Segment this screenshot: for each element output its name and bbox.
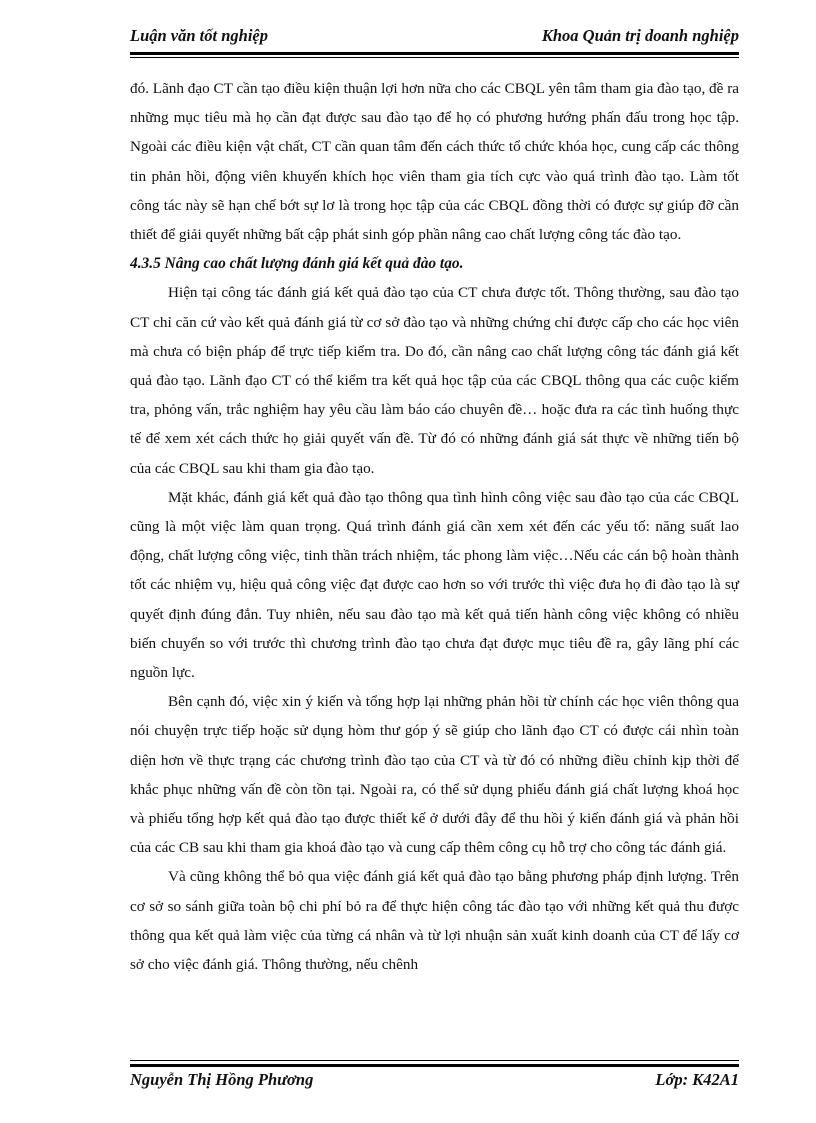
footer-rule-thin xyxy=(130,1060,739,1061)
paragraph-continuation: đó. Lãnh đạo CT cần tạo điều kiện thuận lợi hơn nữa cho các CBQL yên tâm tham gia đào tạo, đề ra những mục tiêu mà họ cần đạt được sau đào tạo để họ có phương hướng phấn đấu trong học tập. Ngoài các điều kiện vật chất, CT cần quan tâm đến cách thức tổ chức khóa học, cung cấp các thông tin phản hồi, động viên khuyến khích học viên tham gia tích cực vào quá trình đào tạo. Làm tốt công tác này sẽ hạn chế bớt sự lơ là trong học tập của các CBQL đồng thời có được sự giúp đỡ cần thiết để giải quyết những bất cập phát sinh góp phần nâng cao chất lượng công tác đào tạo. xyxy=(130,80,739,244)
paragraph-quantitative: Và cũng không thể bỏ qua việc đánh giá kết quả đào tạo bằng phương pháp định lượng. Trên cơ sở so sánh giữa toàn bộ chi phí bỏ ra để thực hiện công tác đào tạo với những kết quả thu được thông qua kết quả làm việc của từng cá nhân và từ lợi nhuận sản xuất kinh doanh của CT để lấy cơ sở cho việc đánh giá. Thông thường, nếu chênh xyxy=(130,868,739,974)
paragraph-work-performance: Mặt khác, đánh giá kết quả đào tạo thông qua tình hình công việc sau đào tạo của các CBQL cũng là một việc làm quan trọng. Quá trình đánh giá cần xem xét đến các yếu tố: năng suất lao động, chất lượng công việc, tinh thần trách nhiệm, tác phong làm việc…Nếu các cán bộ hoàn thành tốt các nhiệm vụ, hiệu quả công việc đạt được cao hơn so với trước thì việc đưa họ đi đào tạo là sự quyết định đúng đắn. Tuy nhiên, nếu sau đào tạo mà kết quả tiến hành công việc không có nhiều biến chuyển so với trước thì chương trình đào tạo chưa đạt được mục tiêu đề ra, gây lãng phí các nguồn lực. xyxy=(130,488,739,682)
header-rule-thick xyxy=(130,52,739,55)
footer-rule-thick xyxy=(130,1064,739,1067)
page-header xyxy=(130,26,739,51)
page-body xyxy=(130,74,739,979)
header-rule-thin xyxy=(130,57,739,58)
footer-class: Lớp: K42A1 xyxy=(655,1070,739,1089)
paragraph-current-evaluation: Hiện tại công tác đánh giá kết quả đào tạo của CT chưa được tốt. Thông thường, sau đào tạo CT chỉ căn cứ vào kết quả đánh giá từ cơ sở đào tạo và những chứng chỉ được cấp cho các học viên mà chưa có biện pháp để trực tiếp kiểm tra. Do đó, cần nâng cao chất lượng công tác đánh giá kết quả đào tạo. Lãnh đạo CT có thể kiểm tra kết quả học tập của các CBQL thông qua các cuộc kiểm tra, phỏng vấn, trắc nghiệm hay yêu cầu làm báo cáo chuyên đề… hoặc đưa ra các tình huống thực tế để xem xét cách thức họ giải quyết vấn đề. Từ đó có những đánh giá sát thực về những tiến bộ của các CBQL sau khi tham gia đào tạo. xyxy=(130,284,739,477)
paragraph-feedback: Bên cạnh đó, việc xin ý kiến và tổng hợp lại những phản hồi từ chính các học viên thông qua nói chuyện trực tiếp hoặc sử dụng hòm thư góp ý sẽ giúp cho lãnh đạo CT có được cái nhìn toàn diện hơn về thực trạng các chương trình đào tạo của CT và từ đó có những điều chỉnh kịp thời để khắc phục những vấn đề còn tồn tại. Ngoài ra, có thể sử dụng phiếu đánh giá chất lượng khoá học và phiếu tổng hợp kết quả đào tạo được thiết kế ở dưới đây để thu hồi ý kiến đánh giá và phản hồi của các CB sau khi tham gia khoá đào tạo và cung cấp thêm công cụ hỗ trợ cho công tác đánh giá. xyxy=(130,693,739,857)
page-footer xyxy=(130,1070,739,1090)
header-thesis-title: Luận văn tốt nghiệp xyxy=(130,26,268,45)
footer-author: Nguyễn Thị Hồng Phương xyxy=(130,1070,314,1089)
section-heading: 4.3.5 Nâng cao chất lượng đánh giá kết quả đào tạo. xyxy=(130,255,464,273)
header-faculty: Khoa Quản trị doanh nghiệp xyxy=(541,26,739,45)
